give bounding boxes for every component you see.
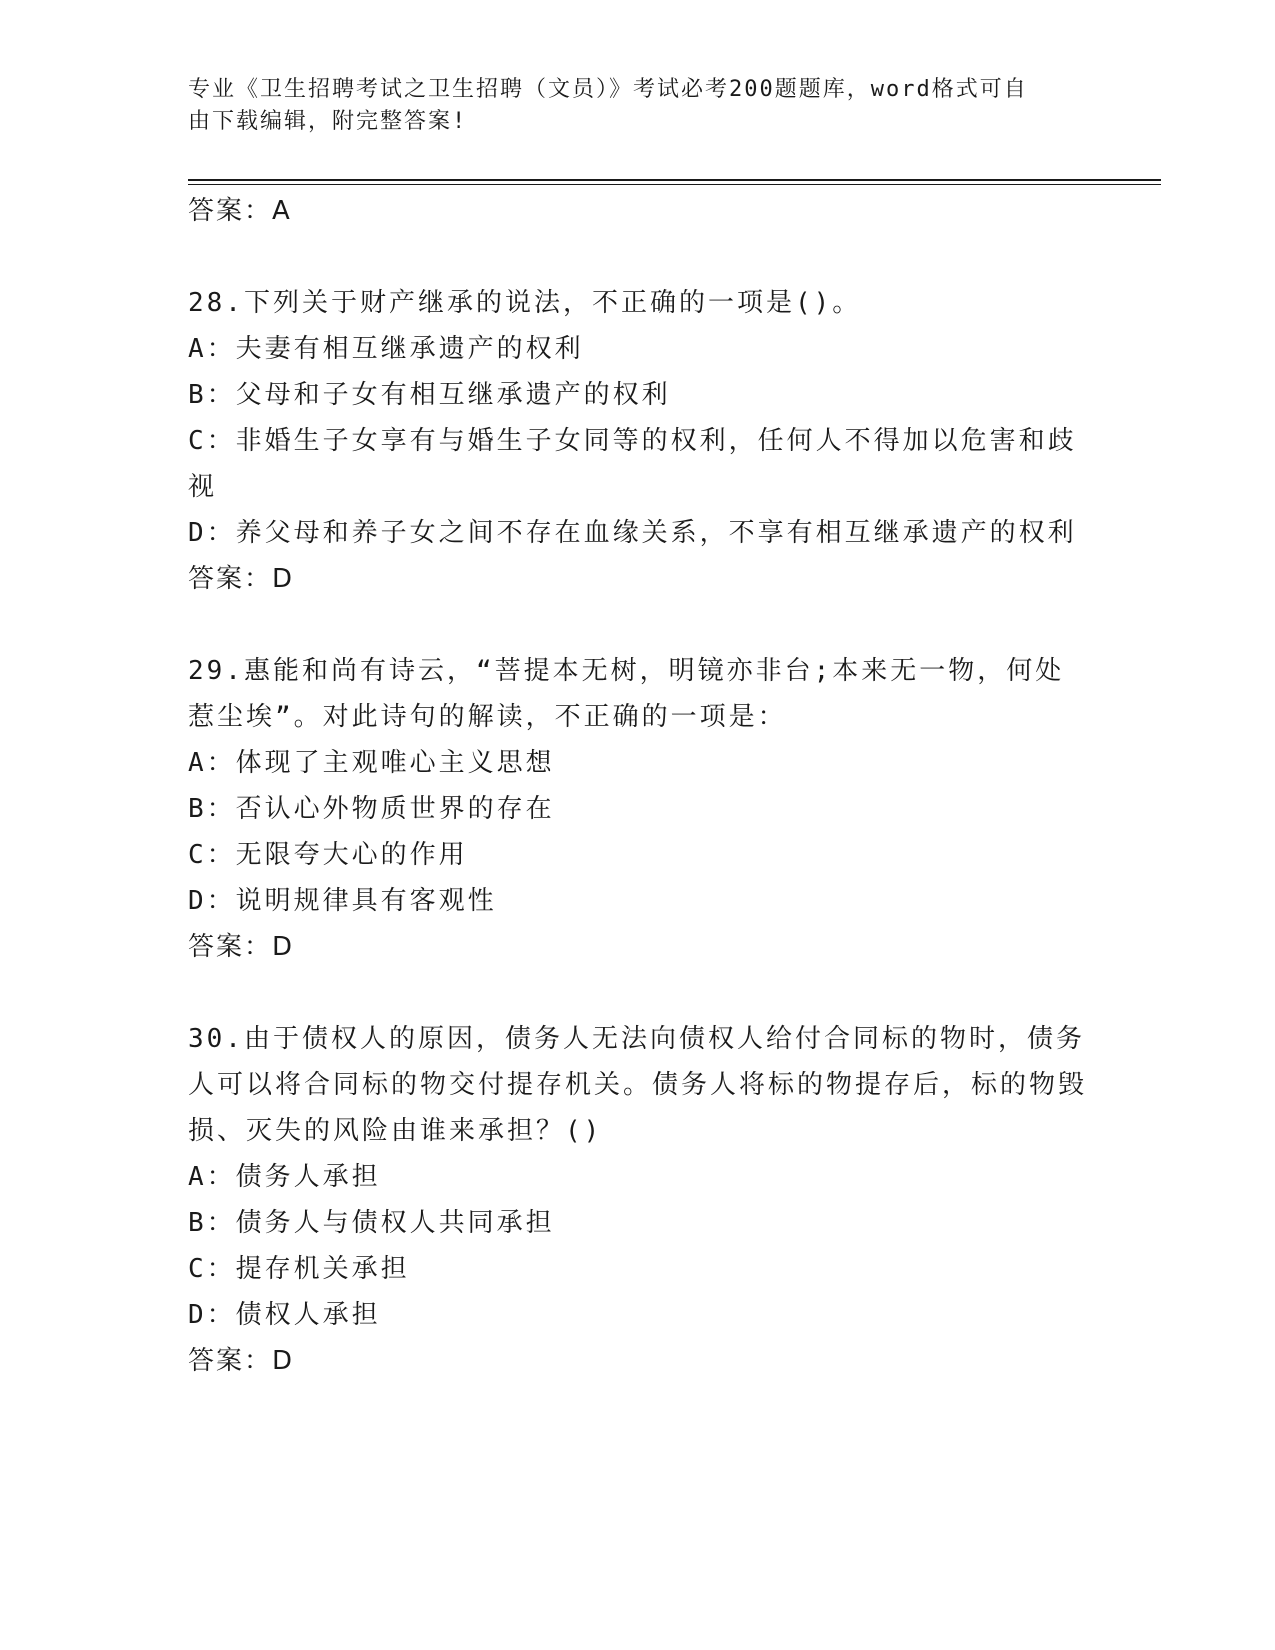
header-divider-thick [188, 179, 1161, 181]
answer-line: 答案：D [188, 932, 295, 962]
answer-line: 答案：A [188, 196, 292, 226]
option-c: C：提存机关承担 [188, 1254, 410, 1284]
option-d: D：养父母和养子女之间不存在血缘关系，不享有相互继承遗产的权利 [188, 518, 1077, 548]
document-header [188, 74, 1088, 138]
question-29 [188, 648, 1088, 970]
answer-line: 答案：D [188, 564, 295, 594]
header-line-1: 专业《卫生招聘考试之卫生招聘（文员）》考试必考200题题库，word格式可自 [188, 77, 1028, 102]
question-text: 28.下列关于财产继承的说法，不正确的一项是()。 [188, 288, 862, 318]
question-text: 30.由于债权人的原因，债务人无法向债权人给付合同标的物时，债务人可以将合同标的物交付提存机关。债务人将标的物提存后，标的物毁损、灭失的风险由谁来承担？() [188, 1024, 1088, 1146]
option-b: B：否认心外物质世界的存在 [188, 794, 555, 824]
option-a: A：体现了主观唯心主义思想 [188, 748, 555, 778]
question-text: 29.惠能和尚有诗云，“菩提本无树，明镜亦非台;本来无一物，何处惹尘埃”。对此诗句的解读，不正确的一项是： [188, 656, 1065, 732]
option-c: C：非婚生子女享有与婚生子女同等的权利，任何人不得加以危害和歧视 [188, 426, 1077, 502]
document-body [188, 188, 1088, 1384]
option-d: D：说明规律具有客观性 [188, 886, 497, 916]
option-b: B：债务人与债权人共同承担 [188, 1208, 555, 1238]
header-divider-thin [188, 184, 1161, 185]
question-28 [188, 280, 1088, 602]
option-c: C：无限夸大心的作用 [188, 840, 468, 870]
option-d: D：债权人承担 [188, 1300, 381, 1330]
option-a: A：夫妻有相互继承遗产的权利 [188, 334, 584, 364]
option-b: B：父母和子女有相互继承遗产的权利 [188, 380, 671, 410]
option-a: A：债务人承担 [188, 1162, 381, 1192]
question-30 [188, 1016, 1088, 1384]
answer-line: 答案：D [188, 1346, 295, 1376]
header-line-2: 由下载编辑，附完整答案! [188, 109, 468, 134]
